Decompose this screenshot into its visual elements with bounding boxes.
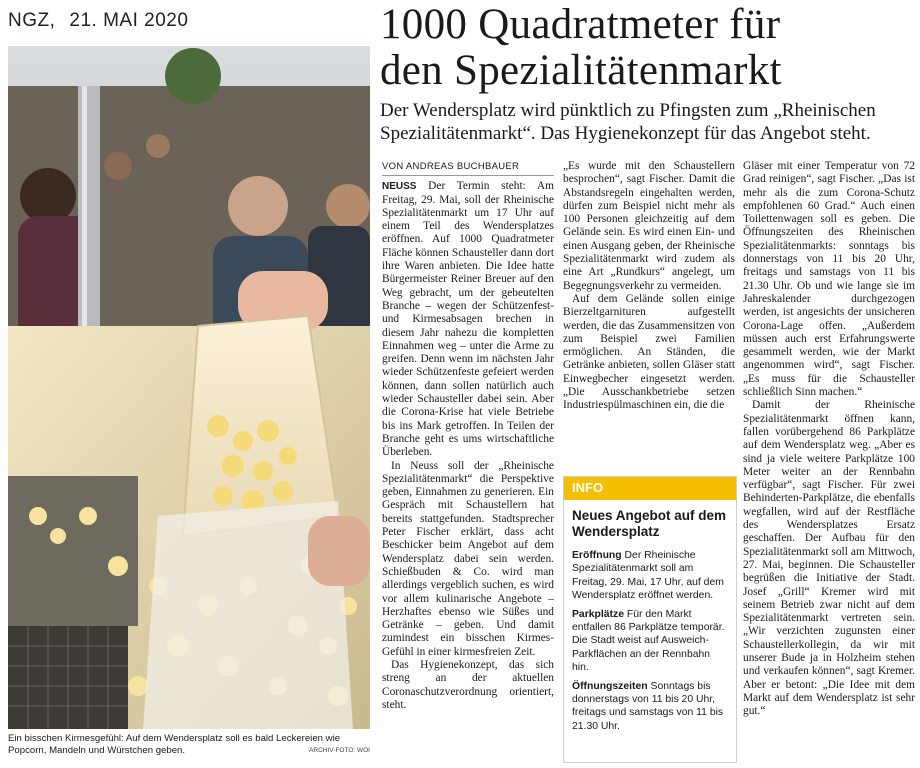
headline [380,2,915,94]
photo-credit: ARCHIV-FOTO: WOI [309,747,370,754]
paragraph-4: „Es wurde mit den Schaustellern besprochen“, sagt Fischer. Damit die Abstandsregeln eingehalten werden, dürfen zum Beispiel nicht mehr als 100 Personen gleichzeitig auf dem Gelände sein. Es wird einen Ein- und einen Ausgang geben, der Rheinische Spezialitätenmarkt wird zudem als eine Art „Rundkurs“ angelegt, um Begegnungsverkehr zu vermeiden. [563,160,735,292]
article-column-1 [382,160,554,712]
headline-line-1: 1000 Quadratmeter für [380,1,781,48]
masthead [8,10,188,32]
paragraph-2: In Neuss soll der „Rheinische Spezialitätenmarkt“ die Perspektive geben, Einnahmen zu generieren. Ein Gespräch mit Schaustellern hat bereits stattgefunden. Stadtsprecher Peter Fischer erklärt, dass acht Beschicker beim Angebot auf dem Wendersplatz dabei sein werden. Schießbuden & Co. wird man allerdings vergeblich suchen, es wird vor allem kulinarische Angebote – Herzhaftes ebenso wie Süßes und Getränke – geben. Und damit zumindest ein bisschen Kirmes-Gefühl in einer kirmesfreien Zeit. [382,459,554,658]
paragraph-1-text: Der Termin steht: Am Freitag, 29. Mai, soll der Rheinische Spezialitätenmarkt um 17 Uhr auf einem Teil des Wendersplatzes eröffnen. Auf 1000 Quadratmeter Fläche können Schausteller dann dort ihre Waren anbieten. Die Idee hatte Bürgermeister Reiner Breuer auf den Weg gebracht, um der gebeutelten Branche – wegen der Schützenfest- und Kirmesabsagen brechen in diesem Jahr nahezu die kompletten Einnahmen weg – unter die Arme zu greifen. Denn wenn im nächsten Jahr wieder Schützenfeste gefeiert werden können, dann sollen natürlich auch wieder Schausteller dabei sein. Aber die Corona-Krise hat viele Betriebe bis ins Mark getroffen. In Teilen der Branche geht es ums wirtschaftliche Überleben. [382,180,554,459]
article-column-2 [563,160,735,413]
article-photo [8,46,370,729]
paragraph-3: Das Hygienekonzept, das sich streng an der aktuellen Coronaschutzverordnung orientiert, steht. [382,658,554,711]
subheadline: Der Wendersplatz wird pünktlich zu Pfingsten zum „Rheinischen Spezialitätenmarkt“. Das Hygienekonzept für das Angebot steht. [380,100,876,144]
article-column-3 [743,160,915,718]
paragraph-5: Auf dem Gelände sollen einige Bierzeltgarnituren aufgestellt werden, die das Zusammensitzen von zum Beispiel zwei Familien ermöglichen. An Ständen, die Getränke anbieten, sollen Gläser statt Einwegbecher eingesetzt werden. „Die Ausschankbetriebe setzen Industriespülmaschinen ein, die die [563,292,735,412]
popcorn-stand-illustration [8,46,370,729]
info-tag: INFO [564,477,736,500]
info-item-label: Parkplätze [572,608,624,620]
info-item-parking [564,603,736,675]
info-item-opening [564,544,736,603]
info-item-hours [564,675,736,734]
info-title: Neues Angebot auf dem Wendersplatz [572,508,727,539]
paragraph-1 [382,180,554,459]
paragraph-6: Gläser mit einer Temperatur von 72 Grad reinigen“, sagt Fischer. „Das ist mehr als die zum Corona-Schutz empfohlenen 60 Grad.“ Auch einen Toilettenwagen soll es geben. Die Öffnungszeiten des Rheinischen Spezialitätenmarkts: sonntags bis donnerstags von 11 bis 20 Uhr, freitags und samstags von 11 bis 21.30 Uhr. Ob und wie lange sie im Jahreskalender durchgezogen werden, ist angesichts der unsicheren Corona-Lage offen. „Außerdem müssen auch erst Erfahrungswerte gesammelt werden, wie der Markt angenommen wird“, sagt Fischer. „Es muss für die Schausteller schließlich Sinn machen.“ [743,160,915,399]
info-item-label: Eröffnung [572,550,622,561]
dateline: NEUSS [382,181,417,193]
info-item-text: Der Rheinische Spezialitätenmarkt soll am Freitag, 29. Mai, 17 Uhr, auf dem Wendersplatz eröffnet werden. [572,550,724,602]
headline-line-2: den Spezialitätenmarkt [380,47,782,94]
paper-name: NGZ, [8,10,56,31]
info-box [563,476,737,763]
paragraph-7: Damit der Rheinische Spezialitätenmarkt öffnen kann, fallen vorübergehend 86 Parkplätze auf dem Wendersplatz weg. „Aber es sind ja viele weitere Parkplätze 100 Meter weiter an der Rennbahn verfügbar“, sagt Fischer. Für zwei Behinderten-Parkplätze, die ebenfalls wegfallen, wird auf der Restfläche des Wendersplatzes Ersatz geschaffen. Der Aufbau für den Spezialitätenmarkt soll am Mittwoch, 27. Mai, beginnen. Die Schausteller begrüßen die Initiative der Stadt. Josef „Grill“ Kremer wird mit seinem Betrieb zwar nicht auf dem Spezialitätenmarkt vertreten sein. „Wir verzichten zugunsten einer Schaustellerkollegin, da wir mit unserer Bude ja in Holzheim stehen und verkaufen können“, sagt Kremer. Aber er betont: „Die Idee mit dem Markt auf dem Wendersplatz ist sehr gut.“ [743,399,915,718]
photo-caption [8,733,370,757]
info-item-text: Für den Markt entfallen 86 Parkplätze temporär. Die Stadt weist auf Ausweich-Parkflächen an der Rennbahn hin. [572,608,725,674]
issue-date: 21. MAI 2020 [69,10,189,31]
info-item-text: Sonntags bis donnerstags von 11 bis 20 Uhr, freitags und samstags von 11 bis 21.30 Uhr. [572,680,724,732]
info-item-label: Öffnungszeiten [572,680,648,692]
caption-text: Ein bisschen Kirmesgefühl: Auf dem Wendersplatz soll es bald Leckereien wie Popcorn, Mandeln und Würstchen geben. [8,733,341,756]
byline: VON ANDREAS BUCHBAUER [382,160,554,176]
